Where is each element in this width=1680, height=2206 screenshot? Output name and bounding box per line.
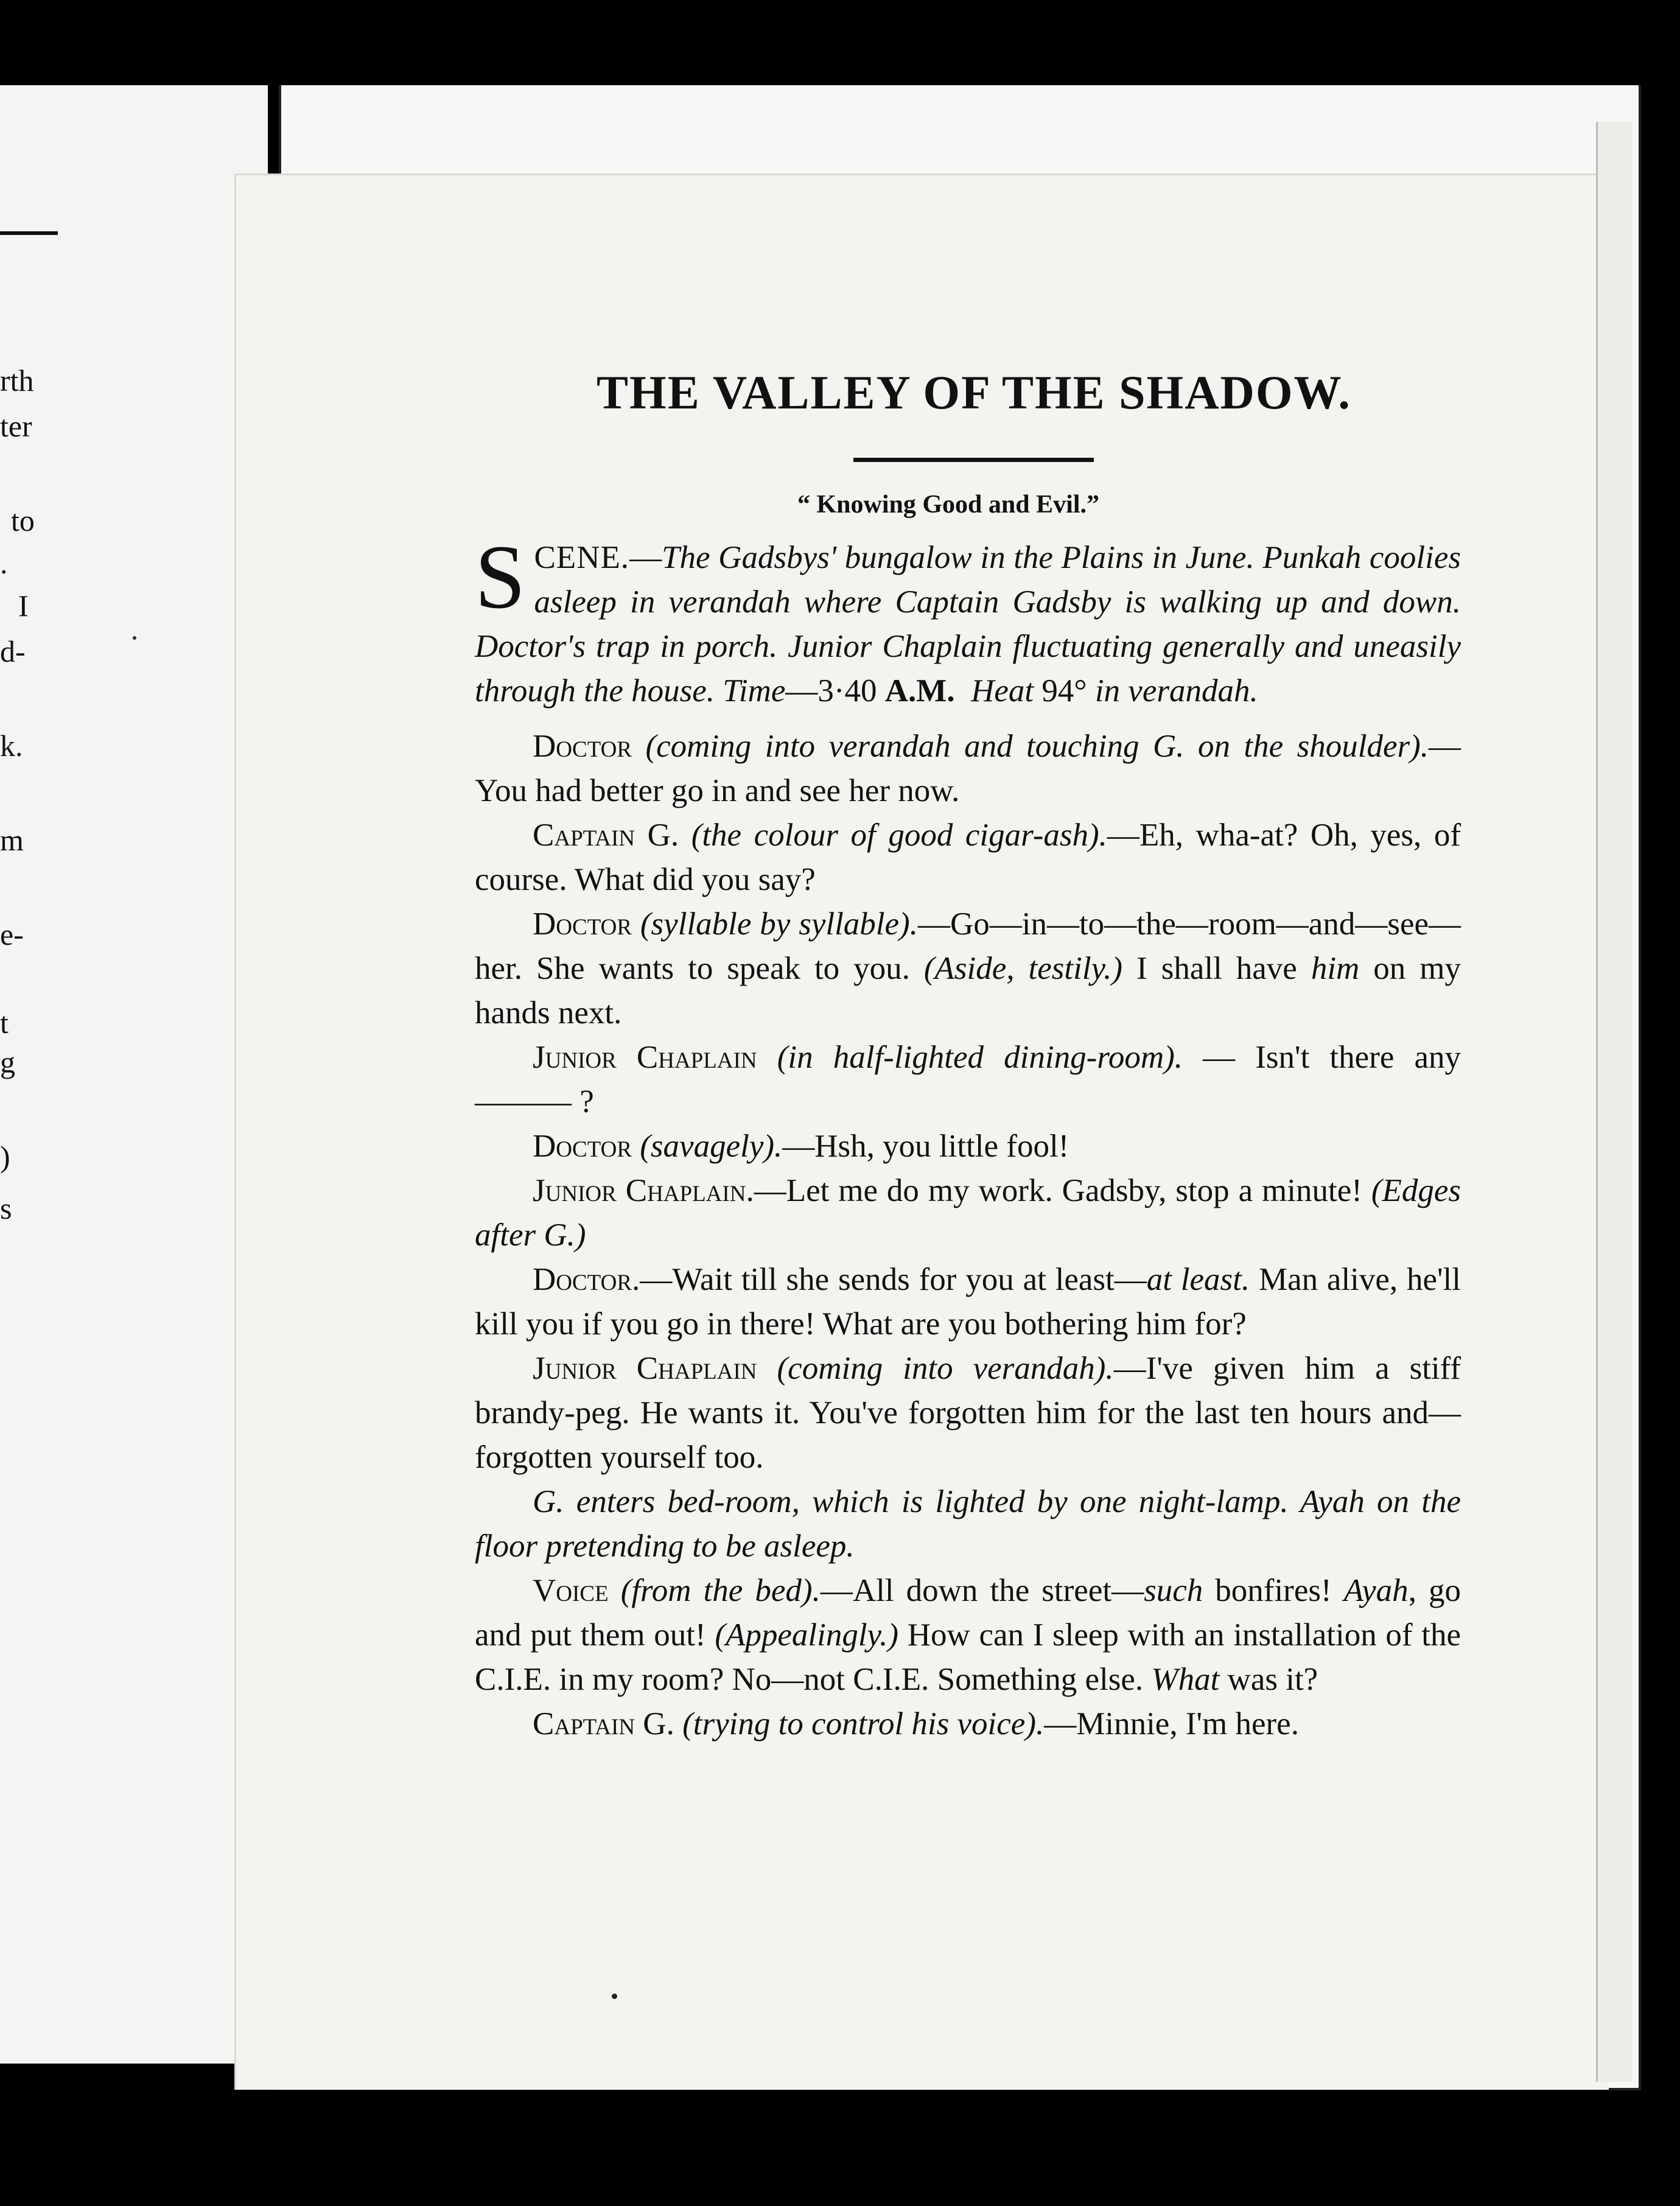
stage-direction: (coming into verandah and touching G. on the shoulder). [645,729,1429,764]
emphasis: Ayah [1343,1573,1409,1608]
left-fragment: I [18,589,29,623]
left-fragment: g [0,1045,15,1079]
speaker: Junior Chaplain. [533,1173,754,1208]
left-fragment: ) [0,1140,10,1174]
speech [475,1569,1461,1702]
speech-line: —Let me do my work. Gadsby, stop a minute! [754,1173,1362,1208]
left-fragment: k. [0,729,23,763]
speech-line: —Hsh, you little fool! [782,1129,1069,1164]
stage-direction: (savagely). [640,1129,783,1164]
speck [612,1994,617,1999]
speech-line: —Minnie, I'm here. [1044,1706,1299,1742]
epigraph: “ Knowing Good and Evil.” [797,491,1099,519]
speech-line: —Go—in—to—the—room—and—see—her. She wants to speak to you. [475,906,1461,986]
speaker: Voice [533,1573,609,1608]
emphasis: him [1311,951,1360,986]
emphasis: at least. [1146,1262,1250,1297]
page-title: THE VALLEY OF THE SHADOW. [597,366,1351,419]
speaker: Captain G. [533,1706,674,1742]
stage-direction: (the colour of good cigar-ash). [691,818,1107,853]
title-rule [853,458,1094,462]
left-fragment: m [0,823,24,857]
time-label: Time [723,673,786,709]
aside: (Edges after G.) [475,1173,1461,1253]
speaker: Doctor [533,1129,632,1164]
speech-line: —Wait till she sends for you at least— [640,1262,1147,1297]
speech-line: on my hands next. [475,951,1461,1031]
stage-direction-paragraph: G. enters bed-room, which is lighted by one night-lamp. Ayah on the floor pretending to be asleep. [475,1484,1461,1564]
stage-direction: (from the bed). [620,1573,821,1608]
speaker: Doctor. [533,1262,640,1297]
stage-direction: (in half-lighted dining-room). [777,1040,1183,1075]
scene-label: CENE. [534,540,630,575]
left-page [0,85,271,2064]
drop-cap: S [475,527,526,628]
speaker: Doctor [533,906,632,942]
left-fragment: . [0,546,8,580]
heat-label: Heat [971,673,1034,709]
emphasis: such [1144,1573,1203,1608]
play-text [475,527,1461,1746]
aside: (Aside, testily.) [923,951,1123,986]
speech [475,724,1461,813]
left-fragment: rth [0,363,34,397]
speech-line: —I've given him a stiff brandy-peg. He wants it. You've forgotten him for the last ten hours and—forgotten yourself too. [475,1351,1461,1475]
speech [475,1346,1461,1480]
speech-line: —Eh, wha-at? Oh, yes, of course. What did you say? [475,818,1461,897]
speech [475,1169,1461,1258]
speech [475,1702,1461,1746]
left-fragment: ter [0,409,32,443]
speech-line: —All down the street— [820,1573,1144,1608]
left-fragment: t [0,1006,9,1040]
scene-description [475,527,1461,713]
speech-line: was it? [1219,1662,1318,1697]
time-am: A.M. [884,673,955,709]
speech [475,1258,1461,1346]
stage-direction: (coming into verandah). [777,1351,1114,1386]
speech [475,1035,1461,1124]
speech-line: How can I sleep with an installation of the C.I.E. in my room? No—not C.I.E. Something else. [475,1617,1461,1697]
left-fragment: s [0,1191,12,1225]
left-fragment: to [11,503,35,537]
speck [133,636,136,640]
speaker: Junior Chaplain [533,1351,757,1386]
page-edge [1596,122,1632,2082]
speech [475,902,1461,1035]
speech-line: Man alive, he'll kill you if you go in there! What are you bothering him for? [475,1262,1461,1342]
stage-direction: (trying to control his voice). [682,1706,1045,1742]
left-fragment: e- [0,917,24,951]
time-value: —3·40 [785,673,885,709]
scene-dash: — [629,540,662,575]
speech-line: — Isn't there any ——— ? [475,1040,1461,1119]
speech [475,813,1461,902]
stage-direction: (syllable by syllable). [640,906,918,942]
heat-rest: in verandah. [1087,673,1258,709]
emphasis: What [1151,1662,1220,1697]
speech-line: —You had better go in and see her now. [475,729,1461,808]
heat-value: 94° [1034,673,1087,709]
aside: (Appealingly.) [715,1617,899,1653]
speech [475,1124,1461,1169]
speech-line: I shall have [1122,951,1311,986]
speaker: Doctor [533,729,632,764]
scene-text: The Gadsbys' bungalow in the Plains in June. Punkah coolies asleep in verandah where Captain Gadsby is walking up and down. Doctor's trap in porch. Junior Chaplain fluctuating generally and uneasily through the house. [475,540,1461,709]
speaker: Junior Chaplain [533,1040,757,1075]
left-fragment: d- [0,634,26,668]
speech-line: , go and put them out! [475,1573,1461,1653]
left-page-rule [0,231,58,235]
speech-line: bonfires! [1203,1573,1344,1608]
speaker: Captain G. [533,818,679,853]
